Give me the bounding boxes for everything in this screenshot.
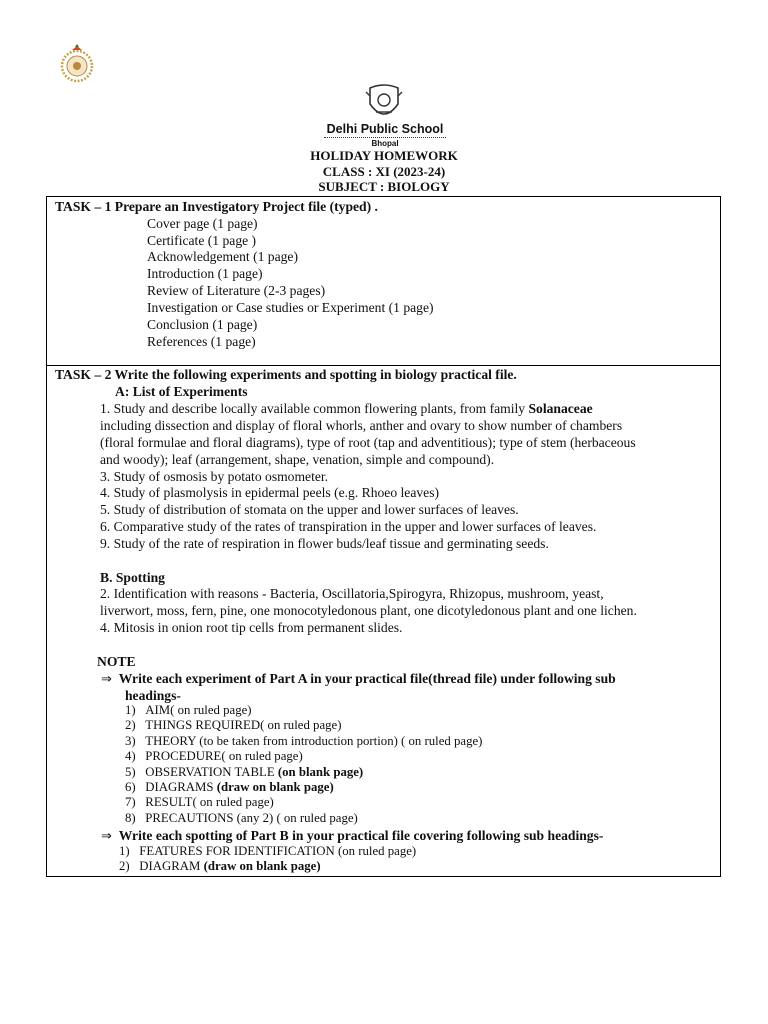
task2-heading: TASK – 2 Write the following experiments and spotting in biology practical file. bbox=[55, 367, 517, 382]
note-b: ⇒ Write each spotting of Part B in your practical file covering following sub headings- bbox=[101, 828, 604, 844]
note-a-item: 5) OBSERVATION TABLE (on blank page) bbox=[125, 765, 364, 779]
task2-box bbox=[46, 365, 721, 877]
note-a-item: 6) DIAGRAMS (draw on blank page) bbox=[125, 780, 334, 794]
experiment-1: 1. Study and describe locally available common flowering plants, from family Solanaceae bbox=[100, 401, 593, 416]
experiment-5: 5. Study of distribution of stomata on the upper and lower surfaces of leaves. bbox=[100, 502, 519, 517]
note-a-cont: headings- bbox=[125, 688, 181, 703]
school-name: Delhi Public School bbox=[326, 122, 444, 136]
note-a-item: 3) THEORY (to be taken from introduction portion) ( on ruled page) bbox=[125, 734, 483, 748]
task1-item: Investigation or Case studies or Experiment (1 page) bbox=[147, 300, 434, 315]
note-a-item: 1) AIM( on ruled page) bbox=[125, 703, 252, 717]
note-a-item: 4) PROCEDURE( on ruled page) bbox=[125, 749, 303, 763]
experiment-6: 6. Comparative study of the rates of transpiration in the upper and lower surfaces of leaves. bbox=[100, 519, 597, 534]
document-title: HOLIDAY HOMEWORK bbox=[310, 148, 458, 163]
task1-box bbox=[46, 196, 721, 366]
class-line: CLASS : XI (2023-24) bbox=[322, 164, 446, 179]
experiment-3: 3. Study of osmosis by potato osmometer. bbox=[100, 469, 329, 484]
note-b-item: 1) FEATURES FOR IDENTIFICATION (on ruled page) bbox=[119, 844, 417, 858]
arrow-icon: ⇒ bbox=[101, 672, 112, 687]
spotting-2-cont: liverwort, moss, fern, pine, one monocotyledonous plant, one dicotyledonous plant and one lichen. bbox=[100, 603, 637, 618]
task1-item: Review of Literature (2-3 pages) bbox=[147, 283, 326, 298]
experiment-4: 4. Study of plasmolysis in epidermal peels (e.g. Rhoeo leaves) bbox=[100, 485, 440, 500]
spotting-4: 4. Mitosis in onion root tip cells from permanent slides. bbox=[100, 620, 403, 635]
task1-item: Certificate (1 page ) bbox=[147, 233, 257, 248]
note-b-item: 2) DIAGRAM (draw on blank page) bbox=[119, 859, 321, 873]
part-b-title: B. Spotting bbox=[100, 570, 165, 585]
task1-item: References (1 page) bbox=[147, 334, 256, 349]
arrow-icon: ⇒ bbox=[101, 829, 112, 844]
note-a-item: 7) RESULT( on ruled page) bbox=[125, 795, 274, 809]
divider bbox=[324, 137, 446, 138]
school-logo bbox=[320, 84, 450, 150]
experiment-1-cont: including dissection and display of floral whorls, anther and ovary to show number of chambers bbox=[100, 418, 623, 433]
emblem-logo bbox=[55, 44, 99, 84]
task1-item: Acknowledgement (1 page) bbox=[147, 249, 298, 264]
part-a-title: A: List of Experiments bbox=[115, 384, 248, 399]
subject-line: SUBJECT : BIOLOGY bbox=[318, 179, 450, 194]
task1-item: Introduction (1 page) bbox=[147, 266, 263, 281]
spotting-2: 2. Identification with reasons - Bacteria, Oscillatoria,Spirogyra, Rhizopus, mushroom, yeast, bbox=[100, 586, 604, 601]
note-title: NOTE bbox=[97, 654, 136, 669]
note-a-item: 2) THINGS REQUIRED( on ruled page) bbox=[125, 718, 342, 732]
experiment-1-cont: (floral formulae and floral diagrams), type of root (tap and adventitious); type of stem (herbaceous bbox=[100, 435, 636, 450]
experiment-9: 9. Study of the rate of respiration in flower buds/leaf tissue and germinating seeds. bbox=[100, 536, 549, 551]
experiment-1-cont: and woody); leaf (arrangement, shape, venation, simple and compound). bbox=[100, 452, 495, 467]
note-a-item: 8) PRECAUTIONS (any 2) ( on ruled page) bbox=[125, 811, 358, 825]
task1-heading: TASK – 1 Prepare an Investigatory Project file (typed) . bbox=[55, 199, 378, 214]
school-city: Bhopal bbox=[371, 139, 399, 148]
task1-item: Cover page (1 page) bbox=[147, 216, 258, 231]
note-a: ⇒ Write each experiment of Part A in your practical file(thread file) under following sub bbox=[101, 671, 616, 687]
task1-item: Conclusion (1 page) bbox=[147, 317, 258, 332]
crest-icon bbox=[362, 84, 406, 124]
